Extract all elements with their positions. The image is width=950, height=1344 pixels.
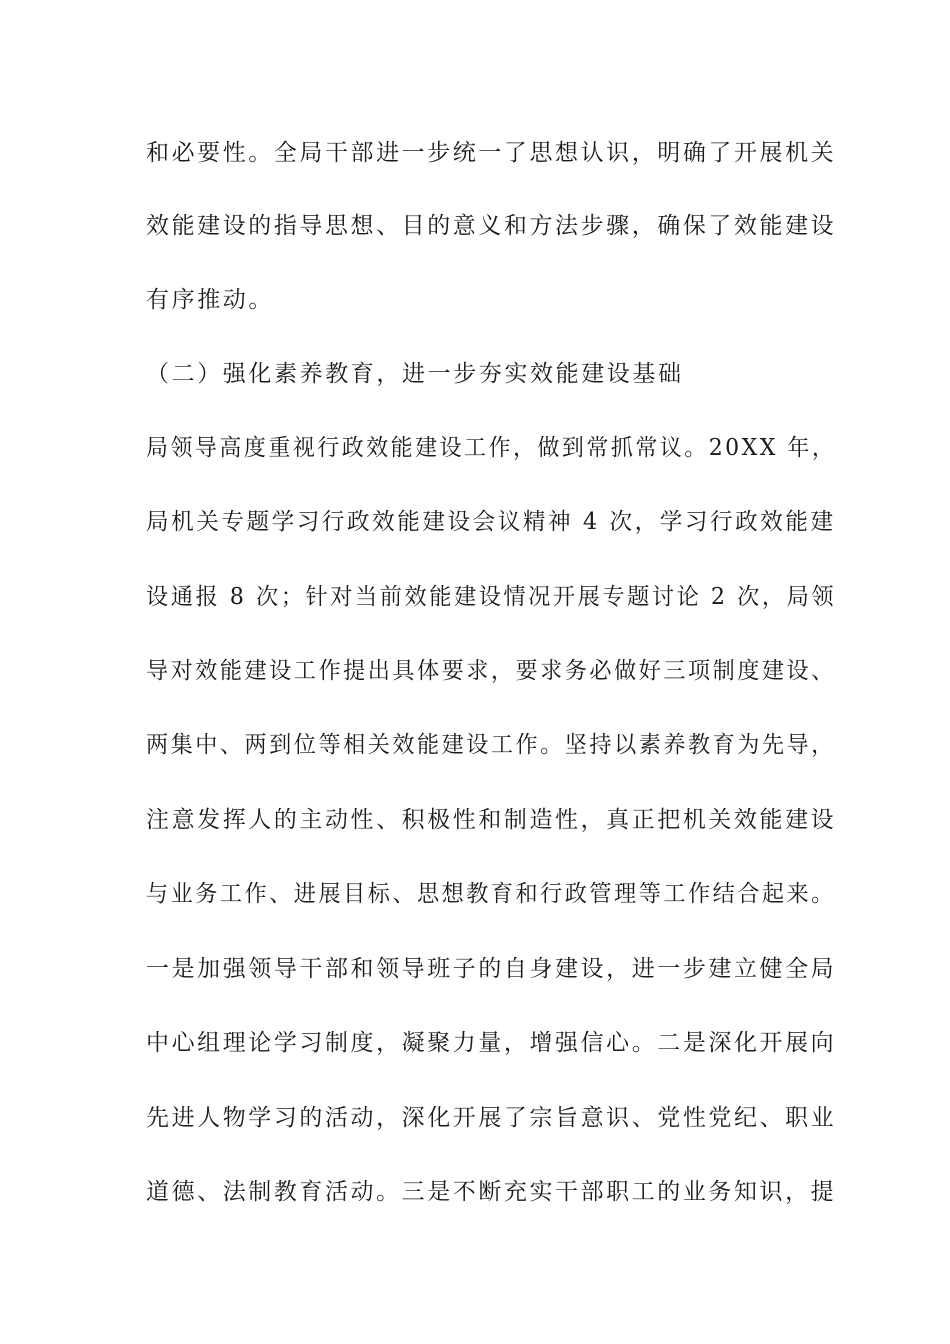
text-line: 和必要性。全局干部进一步统一了思想认识，明确了开展机关 [146, 140, 837, 166]
text-line: 一是加强领导干部和领导班子的自身建设，进一步建立健全局 [146, 956, 837, 982]
text-line: 道德、法制教育活动。三是不断充实干部职工的业务知识，提 [146, 1179, 837, 1205]
text-line: 局机关专题学习行政效能建设会议精神 4 次，学习行政效能建 [146, 509, 836, 535]
section-heading: （二）强化素养教育，进一步夯实效能建设基础 [146, 361, 684, 387]
text-line: 设通报 8 次；针对当前效能建设情况开展专题讨论 2 次，局领 [146, 584, 837, 610]
text-line: 导对效能建设工作提出具体要求，要求务必做好三项制度建设、 [146, 658, 836, 684]
text-line: 效能建设的指导思想、目的意义和方法步骤，确保了效能建设 [146, 213, 837, 239]
text-line: 有序推动。 [146, 287, 274, 313]
text-line: 与业务工作、进展目标、思想教育和行政管理等工作结合起来。 [146, 881, 836, 907]
text-line: 注意发挥人的主动性、积极性和制造性，真正把机关效能建设 [146, 807, 837, 833]
text-line: 中心组理论学习制度，凝聚力量，增强信心。二是深化开展向 [146, 1030, 837, 1056]
text-line: 局领导高度重视行政效能建设工作，做到常抓常议。20XX 年， [146, 435, 837, 461]
text-line: 先进人物学习的活动，深化开展了宗旨意识、党性党纪、职业 [146, 1105, 837, 1131]
text-line: 两集中、两到位等相关效能建设工作。坚持以素养教育为先导， [146, 732, 836, 758]
